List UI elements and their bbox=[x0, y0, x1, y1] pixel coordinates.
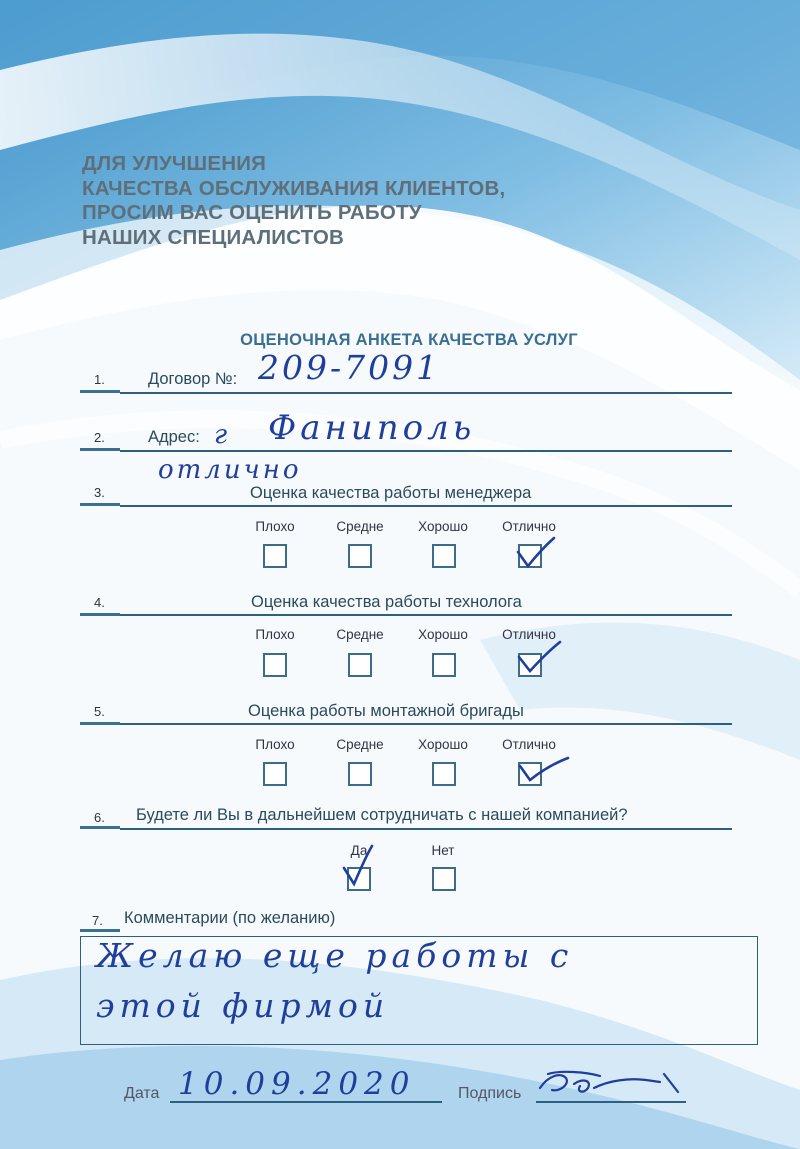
q3-checkbox-good[interactable] bbox=[432, 544, 456, 568]
q5-option-label-excellent: Отлично bbox=[502, 737, 556, 752]
q4-number-underline bbox=[80, 613, 120, 616]
q5-checkbox-bad[interactable] bbox=[263, 762, 287, 786]
q2-label: Адрес: bbox=[148, 428, 200, 446]
q3-handwritten-note: отлично bbox=[158, 455, 302, 485]
date-field[interactable]: 10.09.2020 bbox=[178, 1066, 416, 1102]
q5-checkbox-good[interactable] bbox=[432, 762, 456, 786]
q5-option-label-good: Хорошо bbox=[418, 737, 468, 752]
q6-option-label-no: Нет bbox=[431, 843, 455, 858]
q4-option-label-average: Средне bbox=[336, 627, 384, 642]
q6-checkbox-no[interactable] bbox=[432, 867, 456, 891]
comment-line: этой фирмой bbox=[96, 986, 390, 1025]
q3-checkbox-bad[interactable] bbox=[263, 544, 287, 568]
q3-option-label-bad: Плохо bbox=[255, 519, 295, 534]
q1-number-underline bbox=[80, 390, 120, 393]
q4-checkbox-good[interactable] bbox=[432, 653, 456, 677]
intro-line: ПРОСИМ ВАС ОЦЕНИТЬ РАБОТУ bbox=[82, 201, 422, 224]
q3-rule bbox=[120, 505, 732, 507]
intro-line: НАШИХ СПЕЦИАЛИСТОВ bbox=[82, 225, 345, 249]
q3-number: 3. bbox=[94, 485, 105, 500]
q4-checkbox-bad[interactable] bbox=[263, 653, 287, 677]
q6-label: Будете ли Вы в дальнейшем сотрудничать с нашей компанией? bbox=[136, 806, 628, 824]
q3-option-label-excellent: Отлично bbox=[502, 519, 556, 534]
q2-rule bbox=[120, 450, 732, 452]
q7-number-underline bbox=[80, 929, 120, 932]
q2-number: 2. bbox=[94, 430, 105, 445]
q3-number-underline bbox=[80, 503, 120, 506]
q3-checkbox-excellent[interactable] bbox=[518, 544, 542, 568]
q5-checkbox-excellent[interactable] bbox=[518, 762, 542, 786]
q5-checkbox-average[interactable] bbox=[348, 762, 372, 786]
q4-label: Оценка качества работы технолога bbox=[251, 593, 522, 611]
address-prefix: г bbox=[214, 420, 228, 450]
q6-number: 6. bbox=[94, 810, 105, 825]
q3-option-label-good: Хорошо bbox=[418, 519, 468, 534]
q6-rule bbox=[120, 828, 732, 830]
q4-rule bbox=[120, 614, 732, 616]
q6-number-underline bbox=[80, 826, 120, 829]
q4-checkbox-average[interactable] bbox=[348, 653, 372, 677]
q7-number: 7. bbox=[92, 913, 103, 928]
date-label: Дата bbox=[124, 1085, 160, 1102]
q6-option-label-yes: Да bbox=[350, 843, 368, 858]
q1-rule bbox=[120, 392, 732, 394]
q3-option-label-average: Средне bbox=[336, 519, 384, 534]
q5-label: Оценка работы монтажной бригады bbox=[248, 702, 524, 720]
q7-label: Комментарии (по желанию) bbox=[124, 909, 336, 927]
q6-checkbox-yes[interactable] bbox=[347, 867, 371, 891]
intro-heading bbox=[82, 152, 505, 250]
q5-rule bbox=[120, 723, 732, 725]
q5-number: 5. bbox=[94, 704, 105, 719]
q4-option-label-excellent: Отлично bbox=[502, 627, 556, 642]
q5-option-label-average: Средне bbox=[336, 737, 384, 752]
q4-checkbox-excellent[interactable] bbox=[518, 653, 542, 677]
form-title: ОЦЕНОЧНАЯ АНКЕТА КАЧЕСТВА УСЛУГ bbox=[240, 331, 578, 349]
q5-option-label-bad: Плохо bbox=[255, 737, 295, 752]
address-field[interactable]: Фаниполь bbox=[268, 408, 476, 448]
contract-number-field[interactable]: 209-7091 bbox=[258, 348, 441, 387]
q2-number-underline bbox=[80, 448, 120, 451]
signature-rule bbox=[536, 1101, 686, 1103]
q4-number: 4. bbox=[94, 595, 105, 610]
intro-line: КАЧЕСТВА ОБСЛУЖИВАНИЯ КЛИЕНТОВ, bbox=[82, 176, 506, 200]
comment-line: Желаю еще работы с bbox=[96, 936, 574, 975]
q3-label: Оценка качества работы менеджера bbox=[250, 484, 532, 502]
signature-label: Подпись bbox=[458, 1085, 522, 1102]
intro-line: ДЛЯ УЛУЧШЕНИЯ bbox=[82, 152, 267, 175]
q3-checkbox-average[interactable] bbox=[348, 544, 372, 568]
q1-label: Договор №: bbox=[148, 370, 238, 388]
q4-option-label-good: Хорошо bbox=[418, 627, 468, 642]
q1-number: 1. bbox=[94, 372, 105, 387]
q4-option-label-bad: Плохо bbox=[255, 627, 295, 642]
q5-number-underline bbox=[80, 722, 120, 725]
